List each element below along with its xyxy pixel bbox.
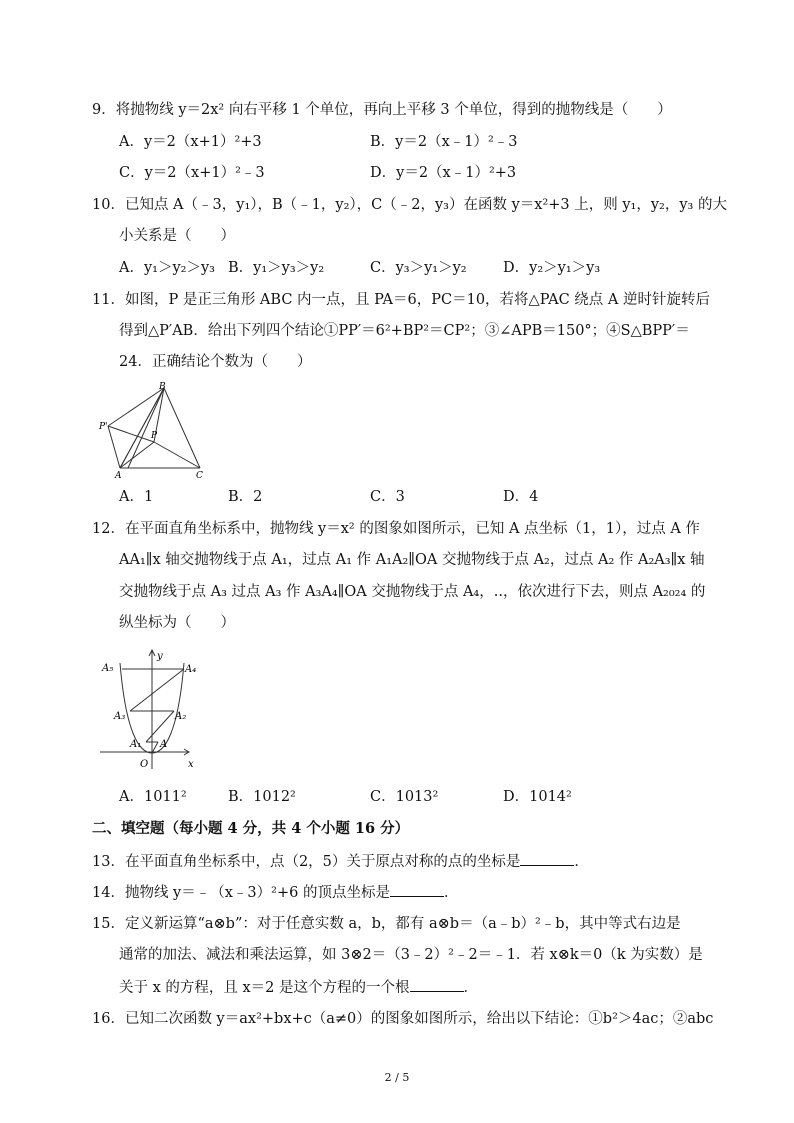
label-a4: A₄ — [185, 664, 197, 675]
label-y: y — [157, 651, 163, 662]
q10-option-a: A．y₁＞y₂＞y₃ — [119, 260, 215, 276]
question-12-stem-3: 交抛物线于点 A₃ 过点 A₃ 作 A₃A₄∥OA 交抛物线于点 A₄，..，依次进行下去，则点 A₂₀₂₄ 的 — [119, 584, 706, 600]
question-11-stem-1: 11．如图，P 是正三角形 ABC 内一点，且 PA＝6，PC＝10，若将△PAC 绕点 A 逆时针旋转后 — [92, 292, 710, 308]
q11-option-d: D．4 — [503, 489, 539, 505]
q11-option-a: A．1 — [119, 489, 154, 505]
question-16-stem: 16．已知二次函数 y＝ax²+bx+c（a≠0）的图象如图所示，给出以下结论：①b²＞4ac；②abc — [92, 1011, 714, 1027]
question-9-stem: 9．将抛物线 y＝2x² 向右平移 1 个单位，再向上平移 3 个单位，得到的抛物线是（ ） — [92, 102, 672, 118]
question-14-end: ． — [443, 885, 459, 901]
edge-p-prime-a — [108, 426, 120, 468]
question-15-stem-3: 关于 x 的方程，且 x＝2 是这个方程的一个根 — [119, 980, 410, 996]
q12-option-a: A．1011² — [119, 789, 187, 805]
q9-option-c: C．y＝2（x+1）²﹣3 — [119, 165, 265, 181]
question-13-stem: 13．在平面直角坐标系中，点（2，5）关于原点对称的点的坐标是 — [92, 854, 521, 870]
label-o: O — [140, 759, 149, 770]
label-a3: A₃ — [114, 711, 126, 722]
edge-pa — [120, 442, 154, 468]
question-12-stem-1: 12．在平面直角坐标系中，抛物线 y＝x² 的图象如图所示，已知 A 点坐标（1，1），过点 A 作 — [92, 521, 700, 537]
label-p-prime: P' — [99, 422, 108, 432]
q9-option-a: A．y＝2（x+1）²+3 — [119, 134, 262, 150]
label-c: C — [196, 471, 203, 480]
answer-blank[interactable] — [390, 882, 444, 897]
label-a1: A₁ — [130, 739, 142, 750]
parabola-figure — [96, 645, 206, 775]
question-10-stem-1: 10．已知点 A（﹣3，y₁），B（﹣1，y₂），C（﹣2，y₃）在函数 y＝x²+3 上，则 y₁，y₂，y₃ 的大 — [92, 197, 727, 213]
edge-a-b-diag — [120, 388, 164, 468]
label-x: x — [188, 759, 194, 770]
question-12-stem-2: AA₁∥x 轴交抛物线于点 A₁，过点 A₁ 作 A₁A₂∥OA 交抛物线于点 A₂，过点 A₂ 作 A₂A₃∥x 轴 — [119, 552, 705, 568]
answer-blank[interactable] — [520, 851, 574, 866]
label-a: A — [115, 471, 122, 480]
question-10-stem-2: 小关系是（ ） — [119, 228, 235, 244]
section-2-title: 二、填空题（每小题 4 分，共 4 个小题 16 分） — [92, 820, 410, 837]
label-a5: A₅ — [102, 663, 114, 674]
edge-p-prime-p — [108, 426, 154, 442]
q12-option-b: B．1012² — [228, 789, 296, 805]
q9-option-d: D．y＝2（x﹣1）²+3 — [370, 165, 517, 181]
q10-option-c: C．y₃＞y₁＞y₂ — [370, 260, 467, 276]
label-b: B — [159, 382, 166, 392]
q10-option-b: B．y₁＞y₃＞y₂ — [228, 260, 325, 276]
triangle-figure — [96, 380, 216, 480]
question-11-stem-2: 得到△P′AB．给出下列四个结论①PP′＝6²+BP²＝CP²；③∠APB＝150°；④S△BPP′＝ — [119, 323, 690, 339]
q10-option-d: D．y₂＞y₁＞y₃ — [503, 260, 601, 276]
question-14-stem: 14．抛物线 y＝﹣（x﹣3）²+6 的顶点坐标是 — [92, 885, 390, 901]
label-a2: A₂ — [175, 711, 187, 722]
label-a: A — [160, 739, 168, 750]
question-15-stem-1: 15．定义新运算“a⊗b”：对于任意实数 a，b，都有 a⊗b＝（a﹣b）²﹣b，其中等式右边是 — [92, 916, 681, 932]
question-13 — [92, 851, 589, 872]
edge-pc — [154, 442, 200, 468]
q11-option-b: B．2 — [228, 489, 263, 505]
question-14 — [92, 882, 458, 903]
segment-a3-a4 — [130, 669, 184, 711]
q9-option-b: B．y＝2（x﹣1）²﹣3 — [370, 134, 518, 150]
answer-blank[interactable] — [410, 977, 464, 992]
question-15-end: ． — [463, 980, 479, 996]
edge-bc — [164, 388, 200, 468]
label-p: P — [151, 431, 158, 441]
page-number: 2 / 5 — [384, 1071, 410, 1084]
q11-option-c: C．3 — [370, 489, 405, 505]
question-11-stem-3: 24．正确结论个数为（ ） — [119, 354, 312, 370]
question-15-stem-2: 通常的加法、减法和乘法运算，如 3⊗2＝（3﹣2）²﹣2＝﹣1．若 x⊗k＝0（k 为实数）是 — [119, 947, 703, 963]
q12-option-d: D．1014² — [503, 789, 572, 805]
question-12-stem-4: 纵坐标为（ ） — [119, 615, 235, 631]
question-13-end: ． — [574, 854, 589, 870]
q12-option-c: C．1013² — [370, 789, 439, 805]
question-15-stem-3-line — [119, 977, 478, 998]
